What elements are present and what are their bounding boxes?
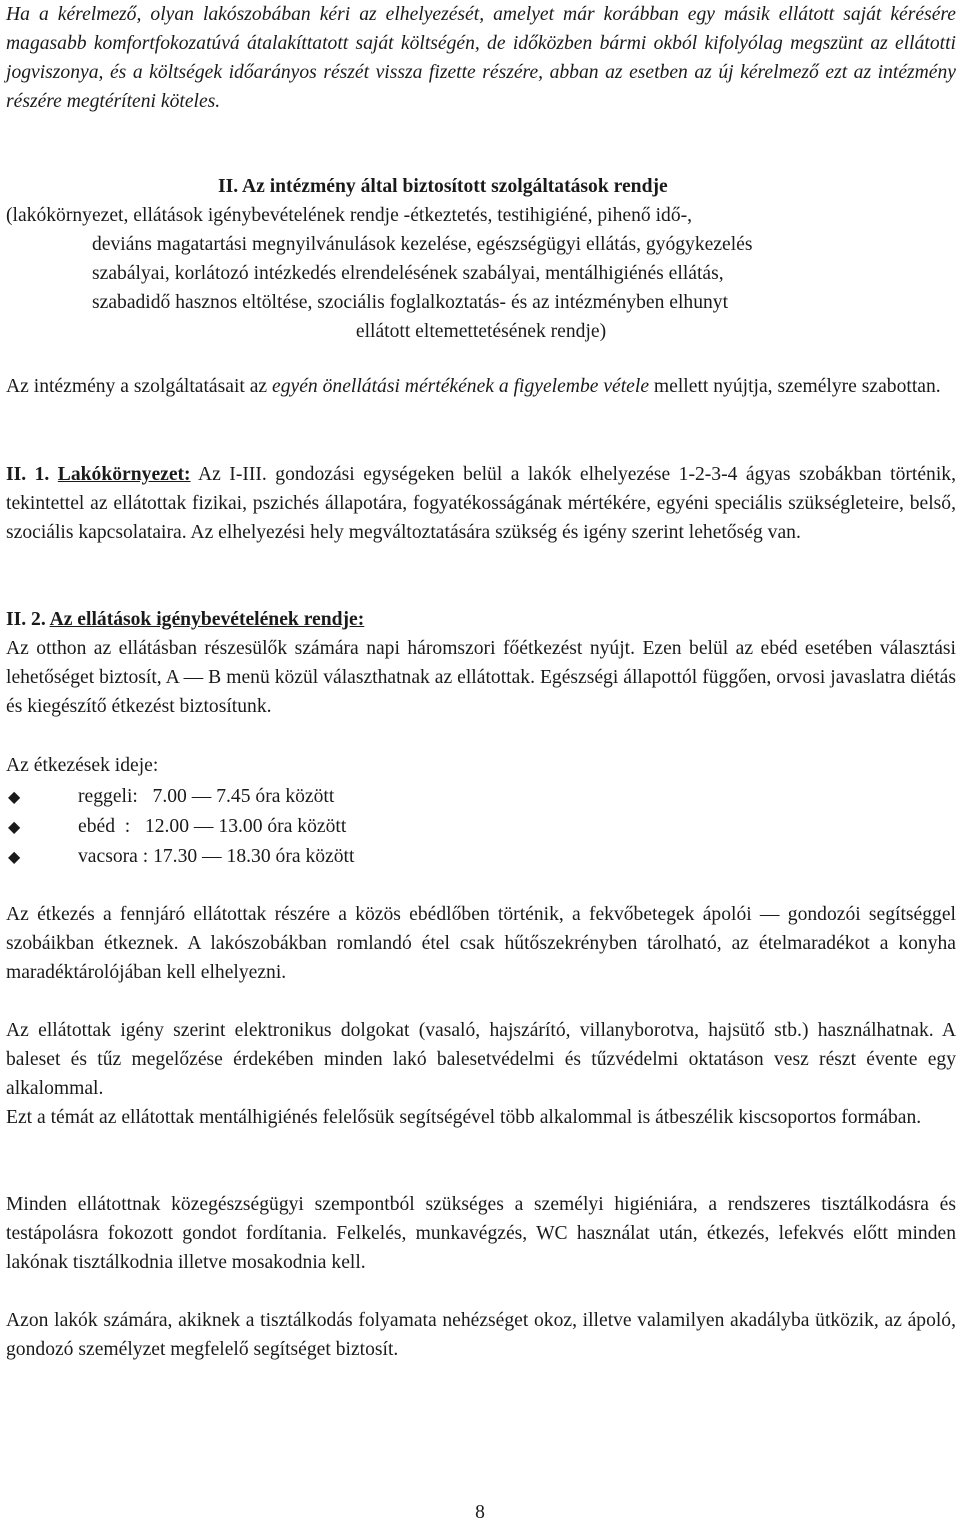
services-text-2: mellett nyújtja, személyre szabottan. [649,376,941,397]
intro-paragraph: Ha a kérelmező, olyan lakószobában kéri az elhelyezését, amelyet már korábban egy másik ellátott saját kérésére magasabb komfortfokozatúvá átalakíttatott saját költségén, de időközben bármi okból kifolyólag megszünt az ellátotti jogviszonya, és a költségek időarányos részét vissza fizette részére, abban az esetben az új kérelmező ezt az intézmény részére megtéríteni köteles. [6,4,956,112]
section-title: II. Az intézmény által biztosított szolgáltatások rendje [218,176,668,197]
meal-item-text: ebéd : 12.00 — 13.00 óra között [78,816,347,837]
lakokornyezet-paragraph [6,460,956,547]
hygiene-paragraph: Minden ellátottnak közegészségügyi szempontból szükséges a személyi higiéniára, a rendszeres tisztálkodásra és testápolásra fokozott gondot fordítania. Felkelés, munkavégzés, WC használat után, étkezés, lefekvés előtt minden lakónak tisztálkodnia illetve mosakodnia kell. [6,1194,956,1273]
mental-paragraph: Ezt a témát az ellátottak mentálhigiénés felelősük segítségével több alkalommal is átbeszélik kiscsoportos formában. [6,1107,922,1128]
services-text-italic: egyén önellátási mértékének a figyelembe vétele [272,376,650,397]
help-paragraph: Azon lakók számára, akiknek a tisztálkodás folyamata nehézséget okoz, illetve valamilyen akadályba ütközik, az ápoló, gondozó személyzet megfelelő segítséget biztosít. [6,1310,956,1360]
meal-item [8,782,334,812]
meals-heading: Az étkezések ideje: [6,755,159,776]
meal-item [8,842,354,872]
lakokornyezet-label: Lakókörnyezet: [57,464,191,485]
subtitle-line-2: deviáns magatartási megnyilvánulások kezelése, egészségügyi ellátás, gyógykezelés [92,234,753,255]
diamond-bullet-icon: ◆ [8,849,21,866]
meal-item-text: reggeli: 7.00 — 7.45 óra között [78,786,335,807]
subtitle-line-5: ellátott eltemettetésének rendje) [355,321,607,342]
ellatasok-paragraph: Az otthon az ellátásban részesülők számára napi háromszori főétkezést nyújt. Ezen belül az ebéd esetében választási lehetőséget biztosít, A — B menü közül választhatnak az ellátottak. Egészségi állapottól függően, orvosi javaslatra diétás és kiegészítő étkezést biztosítunk. [6,638,956,717]
ellatasok-label: Az ellátások igénybevételének rendje: [49,609,365,630]
lakokornyezet-prefix: II. 1. [6,464,58,485]
subtitle-line-1: (lakókörnyezet, ellátások igénybevételének rendje -étkeztetés, testihigiéné, pihenő idő-, [6,205,693,226]
meal-item [8,812,346,842]
diamond-bullet-icon: ◆ [8,819,21,836]
services-paragraph [6,372,956,401]
subtitle-line-4: szabadidő hasznos eltöltése, szociális foglalkoztatás- és az intézményben elhunyt [92,292,729,313]
meal-item-text: vacsora : 17.30 — 18.30 óra között [78,846,355,867]
diamond-bullet-icon: ◆ [8,789,21,806]
electric-paragraph: Az ellátottak igény szerint elektronikus dolgokat (vasaló, hajszárító, villanyborotva, hajsütő stb.) használhatnak. A baleset és tűz megelőzése érdekében minden lakó balesetvédelmi és tűzvédelmi oktatáson vesz részt évente egy alkalommal. [6,1020,956,1099]
ellatasok-heading [6,605,956,634]
lakokornyezet-text: Az I-III. gondozási egységeken belül a lakók elhelyezése 1-2-3-4 ágyas szobákban történik, tekintettel az ellátottak fizikai, pszichés állapotára, fogyatékosságának mértékére, egyéni speciális szükségleteire, belső, szociális kapcsolataira. Az elhelyezési hely megváltoztatására szükség és igény szerint lehetőség van. [6,464,956,543]
subtitle-line-3: szabályai, korlátozó intézkedés elrendelésének szabályai, mentálhigiénés ellátás, [92,263,724,284]
ellatasok-prefix: II. 2. [6,609,50,630]
dining-paragraph: Az étkezés a fennjáró ellátottak részére a közös ebédlőben történik, a fekvőbetegek ápolói — gondozói segítséggel szobáikban étkeznek. A lakószobákban romlandó étel csak hűtőszekrényben tárolható, az ételmaradékot a konyha maradéktárolójában kell elhelyezni. [6,904,956,983]
services-text-1: Az intézmény a szolgáltatásait az [6,376,273,397]
page-number: 8 [475,1502,485,1523]
